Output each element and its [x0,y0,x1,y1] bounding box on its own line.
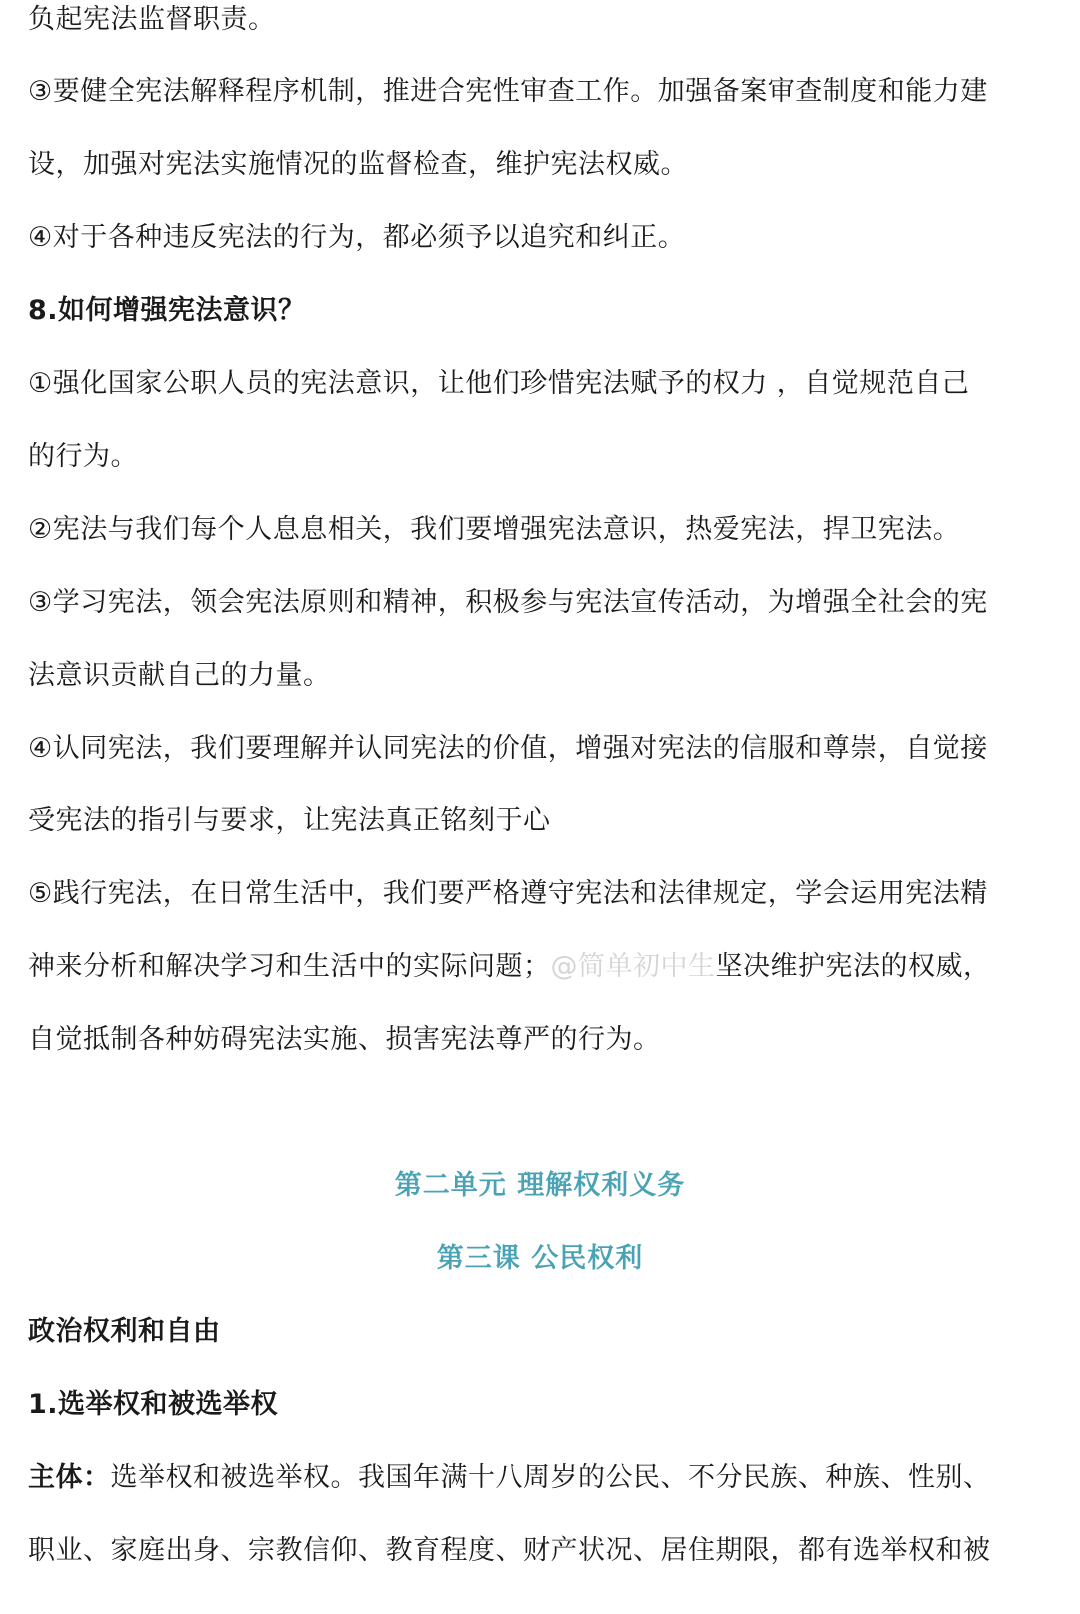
text-line: ④对于各种违反宪法的行为，都必须予以追究和纠正。 [28,222,686,253]
watermark-text: @简单初中生 [550,951,716,982]
text-line: ④认同宪法，我们要理解并认同宪法的价值，增强对宪法的信服和尊崇，自觉接 [28,733,988,764]
text-line: 负起宪法监督职责。 [28,4,276,35]
text-line: 法意识贡献自己的力量。 [28,660,331,691]
text-line: ①强化国家公职人员的宪法意识，让他们珍惜宪法赋予的权力 ，自觉规范自己 [28,368,970,399]
section-heading: 政治权利和自由 [28,1316,221,1347]
text-segment: 神来分析和解决学习和生活中的实际问题； [28,951,551,982]
text-segment: 选举权和被选举权。我国年满十八周岁的公民、不分民族、种族、性别、 [110,1462,991,1493]
text-line: 的行为。 [28,441,138,472]
text-line: ⑤践行宪法，在日常生活中，我们要严格遵守宪法和法律规定，学会运用宪法精 [28,878,988,909]
text-segment: 坚决维护宪法的权威， [715,951,991,982]
unit-title: 第二单元 理解权利义务 [394,1170,686,1201]
text-line: 受宪法的指引与要求，让宪法真正铭刻于心 [28,805,551,836]
text-line: 设，加强对宪法实施情况的监督检查，维护宪法权威。 [28,149,688,180]
text-line: 自觉抵制各种妨碍宪法实施、损害宪法尊严的行为。 [28,1024,661,1055]
text-line-with-label [28,1458,1058,1498]
text-line-with-watermark [28,947,1058,987]
subject-label: 主体： [28,1462,111,1493]
text-line: ②宪法与我们每个人息息相关，我们要增强宪法意识，热爱宪法，捍卫宪法。 [28,514,961,545]
text-line: ③学习宪法，领会宪法原则和精神，积极参与宪法宣传活动，为增强全社会的宪 [28,587,988,618]
text-line: ③要健全宪法解释程序机制，推进合宪性审查工作。加强备案审查制度和能力建 [28,76,988,107]
question-8-heading: 8.如何增强宪法意识？ [28,295,306,326]
text-line: 职业、家庭出身、宗教信仰、教育程度、财产状况、居住期限，都有选举权和被 [28,1535,991,1566]
question-1-heading: 1.选举权和被选举权 [28,1389,279,1420]
lesson-title: 第三课 公民权利 [436,1243,644,1274]
